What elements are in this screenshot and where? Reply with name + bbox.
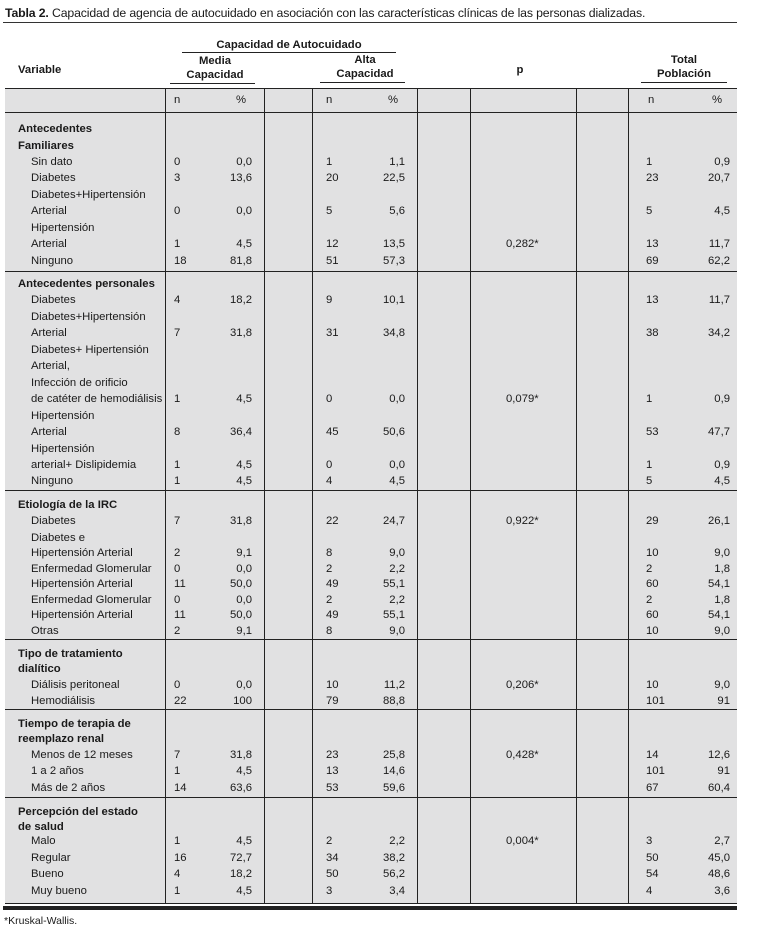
- total-n-cell: 5: [646, 475, 653, 487]
- p-value-cell: 0,282*: [506, 238, 539, 250]
- total-n-cell: 1: [646, 393, 653, 405]
- media-pct-cell: 4,5: [236, 885, 252, 897]
- subheader-n: n: [174, 94, 181, 106]
- total-pct-cell: 3,6: [714, 885, 730, 897]
- total-pct-cell: 91: [717, 765, 730, 777]
- media-pct-cell: 31,8: [230, 749, 252, 761]
- section-heading: Tiempo de terapia de: [18, 718, 131, 730]
- media-pct-cell: 50,0: [230, 578, 252, 590]
- row-label: Hipertensión Arterial: [31, 609, 133, 621]
- media-n-cell: 0: [174, 205, 181, 217]
- p-value-cell: 0,079*: [506, 393, 539, 405]
- row-label: Hipertensión: [31, 410, 95, 422]
- row-label: Diabetes e: [31, 532, 86, 544]
- row-label: Arterial: [31, 426, 67, 438]
- alta-pct-cell: 14,6: [383, 765, 405, 777]
- alta-pct-cell: 2,2: [389, 835, 405, 847]
- alta-n-cell: 0: [326, 393, 333, 405]
- total-n-cell: 4: [646, 885, 653, 897]
- alta-pct-cell: 24,7: [383, 515, 405, 527]
- header-alta-underline: [320, 82, 405, 83]
- alta-n-cell: 8: [326, 625, 333, 637]
- row-label: Menos de 12 meses: [31, 749, 133, 761]
- row-label: Arterial: [31, 238, 67, 250]
- section-heading: Antecedentes: [18, 123, 93, 135]
- alta-pct-cell: 57,3: [383, 255, 405, 267]
- subheader-n: n: [648, 94, 655, 106]
- media-n-cell: 1: [174, 835, 181, 847]
- section-heading: Percepción del estado: [18, 806, 138, 818]
- p-value-cell: 0,428*: [506, 749, 539, 761]
- media-pct-cell: 9,1: [236, 625, 252, 637]
- alta-pct-cell: 1,1: [389, 156, 405, 168]
- row-label: Hipertensión: [31, 222, 95, 234]
- row-label: Regular: [31, 852, 71, 864]
- row-label: Infección de orificio: [31, 377, 128, 389]
- alta-pct-cell: 56,2: [383, 868, 405, 880]
- media-n-cell: 4: [174, 294, 181, 306]
- row-label: Hipertensión Arterial: [31, 578, 133, 590]
- alta-pct-cell: 4,5: [389, 475, 405, 487]
- media-n-cell: 22: [174, 695, 187, 707]
- row-label: Hemodiálisis: [31, 695, 96, 707]
- alta-n-cell: 8: [326, 547, 333, 559]
- total-pct-cell: 45,0: [708, 852, 730, 864]
- alta-pct-cell: 9,0: [389, 547, 405, 559]
- alta-n-cell: 3: [326, 885, 333, 897]
- row-label: Más de 2 años: [31, 782, 106, 794]
- total-n-cell: 101: [646, 765, 665, 777]
- media-pct-cell: 4,5: [236, 238, 252, 250]
- total-n-cell: 23: [646, 172, 659, 184]
- table-bottom-border: [5, 903, 737, 904]
- header-total-underline: [641, 82, 727, 83]
- total-pct-cell: 12,6: [708, 749, 730, 761]
- alta-pct-cell: 38,2: [383, 852, 405, 864]
- media-n-cell: 7: [174, 327, 181, 339]
- total-n-cell: 1: [646, 156, 653, 168]
- row-label: Hipertensión Arterial: [31, 547, 133, 559]
- alta-pct-cell: 22,5: [383, 172, 405, 184]
- alta-pct-cell: 55,1: [383, 578, 405, 590]
- total-pct-cell: 47,7: [708, 426, 730, 438]
- header-variable: Variable: [18, 64, 62, 76]
- header-media-2: Capacidad: [186, 69, 244, 81]
- media-n-cell: 2: [174, 625, 181, 637]
- total-n-cell: 2: [646, 563, 653, 575]
- media-pct-cell: 50,0: [230, 609, 252, 621]
- total-n-cell: 67: [646, 782, 659, 794]
- total-pct-cell: 1,8: [714, 563, 730, 575]
- total-n-cell: 10: [646, 679, 659, 691]
- total-n-cell: 14: [646, 749, 659, 761]
- media-n-cell: 4: [174, 868, 181, 880]
- row-label: Ninguno: [31, 475, 74, 487]
- row-label: Diabetes: [31, 515, 76, 527]
- total-pct-cell: 54,1: [708, 609, 730, 621]
- row-label: Diabetes: [31, 294, 76, 306]
- header-media-underline: [170, 83, 255, 84]
- media-pct-cell: 4,5: [236, 393, 252, 405]
- header-total-2: Población: [657, 68, 711, 80]
- alta-pct-cell: 55,1: [383, 609, 405, 621]
- media-pct-cell: 0,0: [236, 679, 252, 691]
- total-pct-cell: 9,0: [714, 547, 730, 559]
- media-n-cell: 0: [174, 156, 181, 168]
- p-value-cell: 0,922*: [506, 515, 539, 527]
- alta-n-cell: 13: [326, 765, 339, 777]
- row-label: Diabetes: [31, 172, 76, 184]
- total-pct-cell: 48,6: [708, 868, 730, 880]
- media-n-cell: 1: [174, 393, 181, 405]
- row-label: Hipertensión: [31, 443, 95, 455]
- bottom-rule: [3, 906, 737, 910]
- row-label: Arterial,: [31, 360, 70, 372]
- alta-n-cell: 12: [326, 238, 339, 250]
- row-label: Enfermedad Glomerular: [31, 563, 152, 575]
- media-n-cell: 18: [174, 255, 187, 267]
- section-heading: dialítico: [18, 663, 61, 675]
- alta-n-cell: 45: [326, 426, 339, 438]
- alta-n-cell: 1: [326, 156, 333, 168]
- row-label: Arterial: [31, 327, 67, 339]
- alta-n-cell: 53: [326, 782, 339, 794]
- total-n-cell: 1: [646, 459, 653, 471]
- alta-pct-cell: 2,2: [389, 594, 405, 606]
- alta-n-cell: 2: [326, 594, 333, 606]
- media-n-cell: 0: [174, 594, 181, 606]
- total-pct-cell: 26,1: [708, 515, 730, 527]
- media-pct-cell: 0,0: [236, 205, 252, 217]
- media-n-cell: 0: [174, 679, 181, 691]
- total-pct-cell: 60,4: [708, 782, 730, 794]
- total-n-cell: 2: [646, 594, 653, 606]
- media-n-cell: 1: [174, 459, 181, 471]
- media-pct-cell: 31,8: [230, 515, 252, 527]
- media-pct-cell: 0,0: [236, 594, 252, 606]
- alta-n-cell: 4: [326, 475, 333, 487]
- total-pct-cell: 20,7: [708, 172, 730, 184]
- total-pct-cell: 11,7: [708, 238, 730, 250]
- alta-pct-cell: 0,0: [389, 393, 405, 405]
- alta-n-cell: 49: [326, 609, 339, 621]
- total-n-cell: 5: [646, 205, 653, 217]
- row-label: Muy bueno: [31, 885, 87, 897]
- column-divider: [312, 88, 313, 903]
- media-n-cell: 11: [174, 609, 186, 621]
- p-value-cell: 0,004*: [506, 835, 539, 847]
- alta-n-cell: 20: [326, 172, 339, 184]
- alta-n-cell: 2: [326, 563, 333, 575]
- total-pct-cell: 34,2: [708, 327, 730, 339]
- media-pct-cell: 18,2: [230, 294, 252, 306]
- alta-n-cell: 79: [326, 695, 339, 707]
- top-rule: [3, 22, 737, 23]
- media-pct-cell: 4,5: [236, 835, 252, 847]
- alta-n-cell: 49: [326, 578, 339, 590]
- total-pct-cell: 0,9: [714, 459, 730, 471]
- total-n-cell: 29: [646, 515, 659, 527]
- subheader-pct: %: [388, 94, 399, 106]
- total-pct-cell: 0,9: [714, 156, 730, 168]
- header-alta-1: Alta: [354, 54, 376, 66]
- section-heading: reemplazo renal: [18, 733, 105, 745]
- media-pct-cell: 0,0: [236, 563, 252, 575]
- media-n-cell: 2: [174, 547, 181, 559]
- column-divider: [264, 88, 265, 903]
- row-label: Enfermedad Glomerular: [31, 594, 152, 606]
- total-pct-cell: 9,0: [714, 679, 730, 691]
- total-pct-cell: 2,7: [714, 835, 730, 847]
- total-n-cell: 60: [646, 609, 659, 621]
- media-n-cell: 7: [174, 749, 181, 761]
- subheader-pct: %: [236, 94, 247, 106]
- total-pct-cell: 4,5: [714, 475, 730, 487]
- column-divider: [417, 88, 418, 903]
- total-pct-cell: 62,2: [708, 255, 730, 267]
- total-pct-cell: 1,8: [714, 594, 730, 606]
- total-n-cell: 3: [646, 835, 653, 847]
- header-total-1: Total: [670, 54, 698, 66]
- alta-pct-cell: 2,2: [389, 563, 405, 575]
- media-n-cell: 3: [174, 172, 181, 184]
- alta-pct-cell: 13,5: [383, 238, 405, 250]
- media-pct-cell: 63,6: [230, 782, 252, 794]
- total-n-cell: 10: [646, 547, 659, 559]
- row-label: Sin dato: [31, 156, 73, 168]
- alta-n-cell: 34: [326, 852, 339, 864]
- header-media-1: Media: [198, 55, 231, 67]
- total-n-cell: 101: [646, 695, 665, 707]
- row-label: Diabetes+ Hipertensión: [31, 344, 149, 356]
- alta-n-cell: 2: [326, 835, 333, 847]
- alta-pct-cell: 59,6: [383, 782, 405, 794]
- header-p: p: [516, 64, 524, 76]
- row-label: Bueno: [31, 868, 64, 880]
- media-pct-cell: 31,8: [230, 327, 252, 339]
- alta-n-cell: 22: [326, 515, 339, 527]
- total-n-cell: 13: [646, 294, 659, 306]
- media-pct-cell: 4,5: [236, 765, 252, 777]
- alta-n-cell: 51: [326, 255, 339, 267]
- media-n-cell: 7: [174, 515, 181, 527]
- total-pct-cell: 54,1: [708, 578, 730, 590]
- total-n-cell: 13: [646, 238, 659, 250]
- media-n-cell: 0: [174, 563, 181, 575]
- row-label: Diálisis peritoneal: [31, 679, 120, 691]
- total-n-cell: 53: [646, 426, 659, 438]
- media-pct-cell: 18,2: [230, 868, 252, 880]
- section-heading: de salud: [18, 821, 64, 833]
- alta-pct-cell: 10,1: [383, 294, 405, 306]
- total-pct-cell: 11,7: [708, 294, 730, 306]
- total-n-cell: 69: [646, 255, 659, 267]
- row-label: Malo: [31, 835, 56, 847]
- total-pct-cell: 91: [717, 695, 730, 707]
- alta-pct-cell: 0,0: [389, 459, 405, 471]
- alta-pct-cell: 25,8: [383, 749, 405, 761]
- alta-n-cell: 31: [326, 327, 339, 339]
- alta-n-cell: 10: [326, 679, 339, 691]
- total-n-cell: 50: [646, 852, 659, 864]
- media-pct-cell: 100: [233, 695, 252, 707]
- caption-text: Capacidad de agencia de autocuidado en asociación con las características clínicas de las personas dializadas.: [51, 6, 646, 20]
- table-caption: [5, 6, 645, 20]
- row-label: Otras: [31, 625, 59, 637]
- subheader-n: n: [326, 94, 333, 106]
- row-label: Ninguno: [31, 255, 74, 267]
- alta-pct-cell: 11,2: [383, 679, 405, 691]
- header-capacidad: Capacidad de Autocuidado: [216, 39, 362, 51]
- alta-pct-cell: 5,6: [389, 205, 405, 217]
- media-pct-cell: 4,5: [236, 475, 252, 487]
- alta-n-cell: 0: [326, 459, 333, 471]
- media-n-cell: 11: [174, 578, 186, 590]
- media-n-cell: 1: [174, 238, 181, 250]
- p-value-cell: 0,206*: [506, 679, 539, 691]
- subheader-pct: %: [712, 94, 723, 106]
- column-divider: [628, 88, 629, 903]
- column-divider: [576, 88, 577, 903]
- total-n-cell: 38: [646, 327, 659, 339]
- section-heading: Familiares: [18, 140, 74, 152]
- total-pct-cell: 9,0: [714, 625, 730, 637]
- media-pct-cell: 4,5: [236, 459, 252, 471]
- media-n-cell: 8: [174, 426, 181, 438]
- alta-pct-cell: 50,6: [383, 426, 405, 438]
- total-n-cell: 10: [646, 625, 659, 637]
- column-divider: [165, 88, 166, 903]
- media-n-cell: 1: [174, 475, 181, 487]
- row-label: de catéter de hemodiálisis: [31, 393, 163, 405]
- media-pct-cell: 36,4: [230, 426, 252, 438]
- media-n-cell: 1: [174, 765, 181, 777]
- caption-label: Tabla 2.: [5, 6, 49, 20]
- footnote: *Kruskal-Wallis.: [4, 915, 78, 927]
- alta-pct-cell: 9,0: [389, 625, 405, 637]
- media-pct-cell: 72,7: [230, 852, 252, 864]
- media-n-cell: 16: [174, 852, 187, 864]
- alta-n-cell: 5: [326, 205, 333, 217]
- row-label: Diabetes+Hipertensión: [31, 311, 146, 323]
- row-label: arterial+ Dislipidemia: [31, 459, 137, 471]
- row-label: 1 a 2 años: [31, 765, 84, 777]
- alta-pct-cell: 88,8: [383, 695, 405, 707]
- media-pct-cell: 13,6: [230, 172, 252, 184]
- total-n-cell: 54: [646, 868, 659, 880]
- section-heading: Antecedentes personales: [18, 278, 155, 290]
- media-pct-cell: 9,1: [236, 547, 252, 559]
- section-heading: Etiología de la IRC: [18, 499, 118, 511]
- alta-pct-cell: 3,4: [389, 885, 405, 897]
- total-pct-cell: 4,5: [714, 205, 730, 217]
- alta-n-cell: 23: [326, 749, 339, 761]
- section-heading: Tipo de tratamiento: [18, 648, 123, 660]
- row-label: Arterial: [31, 205, 67, 217]
- row-label: Diabetes+Hipertensión: [31, 189, 146, 201]
- media-n-cell: 14: [174, 782, 187, 794]
- media-pct-cell: 81,8: [230, 255, 252, 267]
- column-divider: [470, 88, 471, 903]
- total-pct-cell: 0,9: [714, 393, 730, 405]
- media-pct-cell: 0,0: [236, 156, 252, 168]
- alta-n-cell: 50: [326, 868, 339, 880]
- media-n-cell: 1: [174, 885, 181, 897]
- total-n-cell: 60: [646, 578, 659, 590]
- alta-pct-cell: 34,8: [383, 327, 405, 339]
- header-alta-2: Capacidad: [336, 68, 394, 80]
- alta-n-cell: 9: [326, 294, 333, 306]
